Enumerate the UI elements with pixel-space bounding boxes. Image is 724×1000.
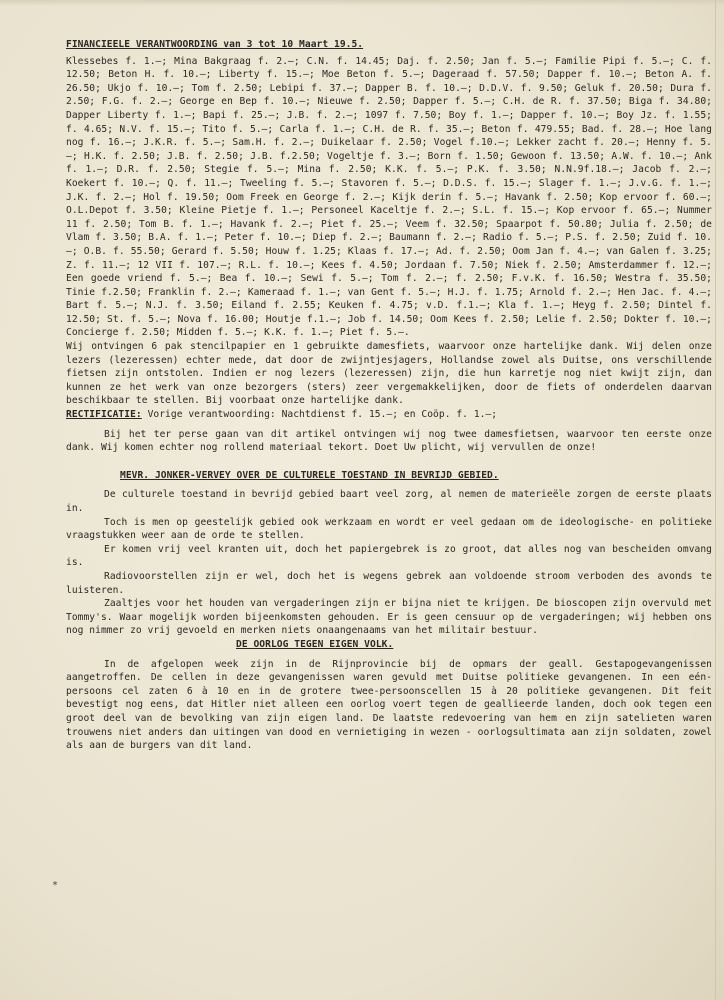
paper-edge	[0, 0, 724, 6]
rectificatie-label: RECTIFICATIE:	[66, 409, 142, 421]
rectificatie-line	[66, 408, 712, 422]
war-article	[66, 658, 712, 753]
margin-mark: *	[52, 880, 59, 891]
culture-paragraph: Radiovoorstellen zijn er wel, doch het is wegens gebrek aan voldoende stroom verboden des avonds te luisteren.	[66, 570, 712, 596]
culture-article	[66, 488, 712, 638]
war-paragraph: In de afgelopen week zijn in de Rijnprovincie bij de opmars der geall. Gestapogevangenissen aangetroffen. De cellen in deze gevangenissen waren gevuld met Duitse politieke gevangenen. In een eén-persoons cel zaten 6 à 10 en in de grotere twee-persoonscellen 15 à 20 politieke gevangenen. Dit feit bevestigt nog eens, dat Hitler niet alleen een oorlog voert tegen de geallieerde landen, doch ook tegen een groot deel van de bevolking van zijn eigen land. De laatste redevoering van hem en zijn satelieten waren trouwens niet anders dan uitingen van dood en vernietiging in wezen - oorlogsultimata aan zijn soldaten, zowel als aan de burgers van dit land.	[66, 658, 712, 752]
paper-fold-line	[715, 0, 716, 1000]
rectificatie-text: Vorige verantwoording: Nachtdienst f. 15.—; en Coöp. f. 1.—;	[141, 409, 498, 421]
culture-paragraph: Zaaltjes voor het houden van vergaderingen zijn er bijna niet te krijgen. De bioscopen zijn overvuld met Tommy's. Waar mogelijk worden bijeenkomsten gehouden. Er is geen censuur op de vergaderingen; wij hebben ons nog nimmer zo vrij gevoeld en merken niets onaangenaams van het militair bestuur.	[66, 598, 712, 637]
culture-paragraph: Er komen vrij veel kranten uit, doch het papiergebrek is zo groot, dat alles nog van bescheiden omvang is.	[66, 543, 712, 569]
press-note-text: Bij het ter perse gaan van dit artikel ontvingen wij nog twee damesfietsen, waarvoor ten eerste onze dank. Wij komen echter nog rollend materiaal tekort. Doet Uw plicht, wij vervullen de onze!	[66, 428, 712, 454]
document-body	[66, 38, 712, 753]
culture-paragraph: De culturele toestand in bevrijd gebied baart veel zorg, al nemen de materieële zorgen de eerste plaats in.	[66, 489, 712, 514]
accounting-text: Klessebes f. 1.—; Mina Bakgraag f. 2.—; C.N. f. 14.45; Daj. f. 2.50; Jan f. 5.—; Familie Pipi f. 5.—; C. f. 12.50; Beton H. f. 10.—; Liberty f. 15.—; Moe Beton f. 5.—; Dageraad f. 57.50; Dapper f. 10.—; Beton A. f. 26.50; Ukjo f. 10.—; Tom f. 2.50; Lebipi f. 37.—; Dapper B. f. 10.—; D.D.V. f. 9.50; Geluk f. 20.50; Dura f. 2.50; F.G. f. 2.—; George en Bep f. 10.—; Nieuwe f. 2.50; Dapper f. 5.—; C.H. de R. f. 37.50; Biga f. 34.80; Dapper Liberty f. 1.—; Bapi f. 25.—; J.B. f. 2.—; 1097 f. 7.50; Boy f. 1.—; Dapper f. 10.—; Boy Jz. f. 1.55; f. 4.65; N.V. f. 15.—; Tito f. 5.—; Carla f. 1.—; C.H. de R. f. 35.—; Beton f. 479.55; Bad. f. 28.—; Hoe lang nog f. 16.—; J.K.R. f. 5.—; Sam.H. f. 2.—; Duikelaar f. 2.50; Vogel f.10.—; Lekker zacht f. 20.—; Henny f. 5.—; H.K. f. 2.50; J.B. f. 2.50; J.B. f.2.50; Vogeltje f. 3.—; Born f. 1.50; Gewoon f. 13.50; A.W. f. 10.—; Ank f. 1.—; D.R. f. 2.50; Stegie f. 5.—; Mina f. 2.50; K.K. f. 5.—; P.K. f. 3.50; N.N.9f.18.—; Jacob f. 2.—; Koekert f. 10.—; Q. f. 11.—; Tweeling f. 5.—; Stavoren f. 5.—; D.D.S. f. 15.—; Slager f. 1.—; J.v.G. f. 1.—; J.K. f. 2.—; Hol f. 19.50; Oom Freek en George f. 2.—; Kijk derin f. 5.—; Havank f. 2.50; Kop ervoor f. 60.—; O.L.Depot f. 3.50; Kleine Pietje f. 1.—; Personeel Kaceltje f. 2.—; S.L. f. 15.—; Kop ervoor f. 65.—; Nummer 11 f. 2.50; Tom B. f. 1.—; Havank f. 2.—; Piet f. 25.—; Veem f. 32.50; Spaarpot f. 50.80; Julia f. 2.50; de Vlam f. 3.50; B.A. f. 1.—; Peter f. 10.—; Diep f. 2.—; Baumann f. 2.—; Radio f. 5.—; P.S. f. 2.50; Zuid f. 10.—; O.B. f. 55.50; Gerard f. 5.50; Houw f. 1.25; Klaas f. 17.—; Ad. f. 2.50; Oom Jan f. 4.—; van Galen f. 3.25; Z. f. 11.—; 12 VII f. 107.—; R.L. f. 10.—; Kees f. 4.50; Jordaan f. 7.50; Niek f. 2.50; Amsterdammer f. 12.—; Een goede vriend f. 5.—; Bea f. 10.—; Sewi f. 5.—; Tom f. 2.—; f. 2.50; F.v.K. f. 16.50; Westra f. 35.50; Tinie f.2.50; Franklin f. 2.—; Kameraad f. 1.—; van Gent f. 5.—; H.J. f. 1.75; Arnold f. 2.—; Hen Jac. f. 4.—; Bart f. 5.—; N.J. f. 3.50; Eiland f. 2.55; Keuken f. 4.75; v.D. f.1.—; Kla f. 1.—; Heyg f. 2.50; Dintel f. 12.50; St. f. 5.—; Nova f. 16.00; Houtje f.1.—; Job f. 14.50; Oom Kees f. 2.50; Lelie f. 2.50; Dokter f. 10.—; Concierge f. 2.50; Midden f. 5.—; K.K. f. 1.—; Piet f. 5.—.	[66, 55, 712, 339]
culture-article-title: MEVR. JONKER-VERVEY OVER DE CULTURELE TOESTAND IN BEVRIJD GEBIED.	[120, 469, 499, 481]
press-note	[66, 428, 712, 455]
war-article-title: DE OORLOG TEGEN EIGEN VOLK.	[236, 638, 394, 650]
financial-accounting-list	[66, 55, 712, 422]
bicycle-donation-paragraph: Wij ontvingen 6 pak stencilpapier en 1 gebruikte damesfiets, waarvoor onze hartelijke dank. Wij delen onze lezers (lezeressen) echter mede, dat door de zwijntjesjagers, Hollandse zowel als Duitse, ons verschillende fietsen zijn ontstolen. Indien er nog lezers (lezeressen) zijn, die hun karretje nog niet kwijt zijn, dan kunnen ze het werk van onze bezorgers (sters) zeer vergemakkelijken, door de fiets of onderdelen daarvan beschikbaar te stellen. Bij voorbaat onze hartelijke dank.	[66, 341, 712, 407]
financial-report-heading: FINANCIEELE VERANTWOORDING van 3 tot 10 Maart 19.5.	[66, 39, 364, 50]
culture-paragraph: Toch is men op geestelijk gebied ook werkzaam en wordt er veel gedaan om de ideologische- en politieke vraagstukken weer aan de orde te stellen.	[66, 516, 712, 542]
